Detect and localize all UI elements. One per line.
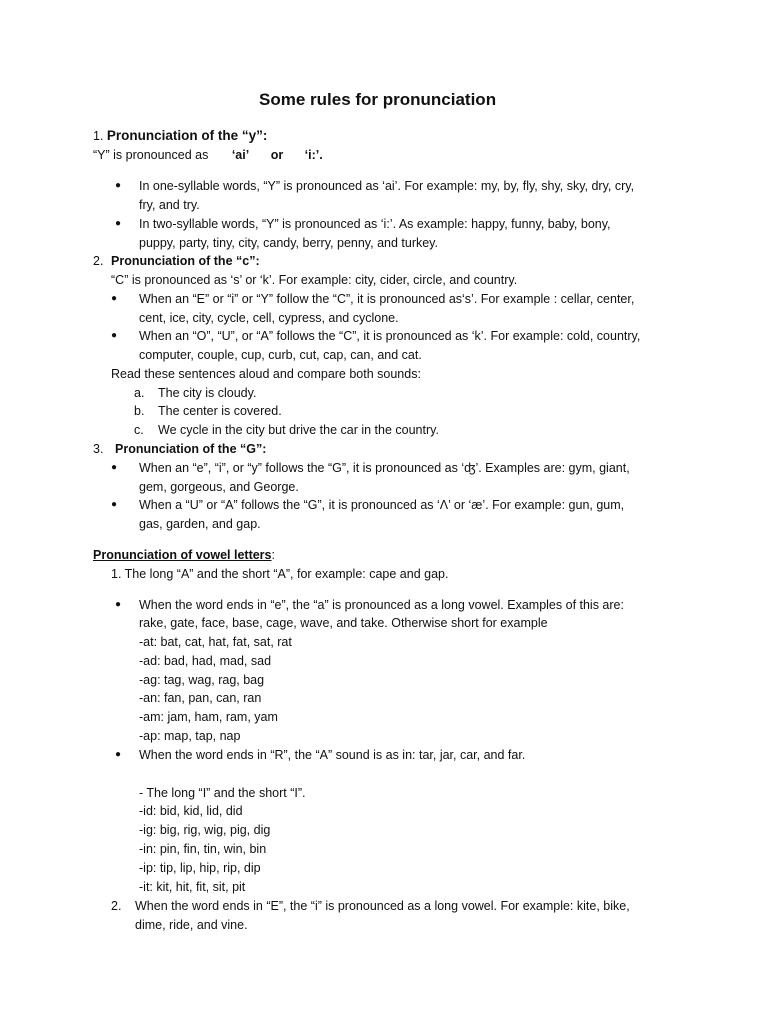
bullet-icon: ● bbox=[111, 499, 118, 510]
vowel-a-bullet1-line: -ag: tag, wag, rag, bag bbox=[139, 673, 265, 687]
c-bullet-1-line-1: When an “E” or “i” or “Y” follow the “C”, it is pronounced as‘s’. For example : cellar, center, bbox=[139, 292, 635, 306]
c-bullet-2-line-2: computer, couple, cup, curb, cut, cap, can, and cat. bbox=[139, 348, 422, 362]
vowel-i-line: -in: pin, fin, tin, win, bin bbox=[139, 842, 267, 856]
y-line-prefix: “Y” is pronounced as bbox=[93, 148, 209, 162]
sentence-label: b. bbox=[134, 404, 145, 418]
bullet-icon: ● bbox=[115, 180, 122, 191]
section-heading: Pronunciation of the “y”: bbox=[106, 128, 268, 143]
vowel-section-heading bbox=[93, 547, 275, 563]
y-sound-ii: ‘i:’. bbox=[304, 148, 323, 162]
vowel-a-bullet1-line: -ad: bad, had, mad, sad bbox=[139, 654, 272, 668]
bullet-icon: ● bbox=[111, 293, 118, 304]
bullet-icon: ● bbox=[111, 330, 118, 341]
sentence-text: The center is covered. bbox=[158, 404, 282, 418]
item-number: 2. bbox=[111, 899, 122, 913]
sentence-text: We cycle in the city but drive the car in the country. bbox=[158, 423, 439, 437]
g-bullet-1-line-2: gem, gorgeous, and George. bbox=[139, 480, 299, 494]
vowel-a-intro: 1. The long “A” and the short “A”, for example: cape and gap. bbox=[111, 567, 449, 581]
section-number: 3. bbox=[93, 442, 104, 456]
vowel-e-line-2: dime, ride, and vine. bbox=[135, 918, 248, 932]
y-bullet-2-line-2: puppy, party, tiny, city, candy, berry, penny, and turkey. bbox=[139, 236, 438, 250]
section-y-heading bbox=[93, 128, 267, 144]
vowel-i-line: -id: bid, kid, lid, did bbox=[139, 804, 243, 818]
page-title: Some rules for pronunciation bbox=[259, 90, 497, 109]
vowel-e-line-1: When the word ends in “E”, the “i” is pronounced as a long vowel. For example: kite, bike, bbox=[135, 899, 630, 913]
g-bullet-1-line-1: When an “e”, “i”, or “y” follows the “G”, it is pronounced as ‘ʤ’. Examples are: gym, giant, bbox=[139, 461, 630, 475]
y-bullet-2-line-1: In two-syllable words, “Y” is pronounced as ‘i:’. As example: happy, funny, baby, bony, bbox=[139, 217, 611, 231]
y-sound-or: or bbox=[270, 148, 284, 162]
vowel-a-bullet1-line: When the word ends in “e”, the “a” is pronounced as a long vowel. Examples of this are: bbox=[139, 598, 624, 612]
vowel-a-bullet1-line: rake, gate, face, base, cage, wave, and take. Otherwise short for example bbox=[139, 616, 548, 630]
vowel-heading-text: Pronunciation of vowel letters bbox=[93, 548, 272, 562]
bullet-icon: ● bbox=[111, 462, 118, 473]
vowel-a-bullet1-line: -at: bat, cat, hat, fat, sat, rat bbox=[139, 635, 292, 649]
bullet-icon: ● bbox=[115, 599, 122, 610]
section-c-heading: Pronunciation of the “c”: bbox=[111, 254, 260, 268]
y-bullet-1-line-2: fry, and try. bbox=[139, 198, 200, 212]
vowel-i-line: - The long “I” and the short “I”. bbox=[139, 786, 306, 800]
section-g-heading: Pronunciation of the “G”: bbox=[115, 442, 267, 456]
vowel-a-bullet1-line: -am: jam, ham, ram, yam bbox=[139, 710, 278, 724]
vowel-a-bullet1-line: -ap: map, tap, nap bbox=[139, 729, 241, 743]
vowel-a-bullet1-line: -an: fan, pan, can, ran bbox=[139, 691, 262, 705]
y-pronounced-line bbox=[93, 147, 323, 163]
vowel-heading-colon: : bbox=[271, 548, 275, 562]
vowel-a-bullet2: When the word ends in “R”, the “A” sound is as in: tar, jar, car, and far. bbox=[139, 748, 526, 762]
section-number: 1. bbox=[93, 129, 104, 143]
sentence-label: a. bbox=[134, 386, 145, 400]
bullet-icon: ● bbox=[115, 218, 122, 229]
c-bullet-2-line-1: When an “O”, “U”, or “A” follows the “C”, it is pronounced as ‘k’. For example: cold, country, bbox=[139, 329, 641, 343]
y-bullet-1-line-1: In one-syllable words, “Y” is pronounced as ‘ai’. For example: my, by, fly, shy, sky, dry, cry, bbox=[139, 179, 635, 193]
sentence-label: c. bbox=[134, 423, 144, 437]
c-bullet-1-line-2: cent, ice, city, cycle, cell, cypress, and cyclone. bbox=[139, 311, 399, 325]
section-number: 2. bbox=[93, 254, 104, 268]
g-bullet-2-line-1: When a “U” or “A” follows the “G”, it is pronounced as ‘Λ’ or ‘æ’. For example: gun, gum, bbox=[139, 498, 625, 512]
read-aloud-instruction: Read these sentences aloud and compare both sounds: bbox=[111, 367, 421, 381]
bullet-icon: ● bbox=[115, 749, 122, 760]
vowel-i-line: -ig: big, rig, wig, pig, dig bbox=[139, 823, 271, 837]
sentence-text: The city is cloudy. bbox=[158, 386, 257, 400]
vowel-i-line: -it: kit, hit, fit, sit, pit bbox=[139, 880, 246, 894]
vowel-i-line: -ip: tip, lip, hip, rip, dip bbox=[139, 861, 261, 875]
c-intro: “C” is pronounced as ‘s’ or ‘k’. For example: city, cider, circle, and country. bbox=[111, 273, 518, 287]
g-bullet-2-line-2: gas, garden, and gap. bbox=[139, 517, 261, 531]
y-sound-ai: ‘ai’ bbox=[231, 148, 250, 162]
